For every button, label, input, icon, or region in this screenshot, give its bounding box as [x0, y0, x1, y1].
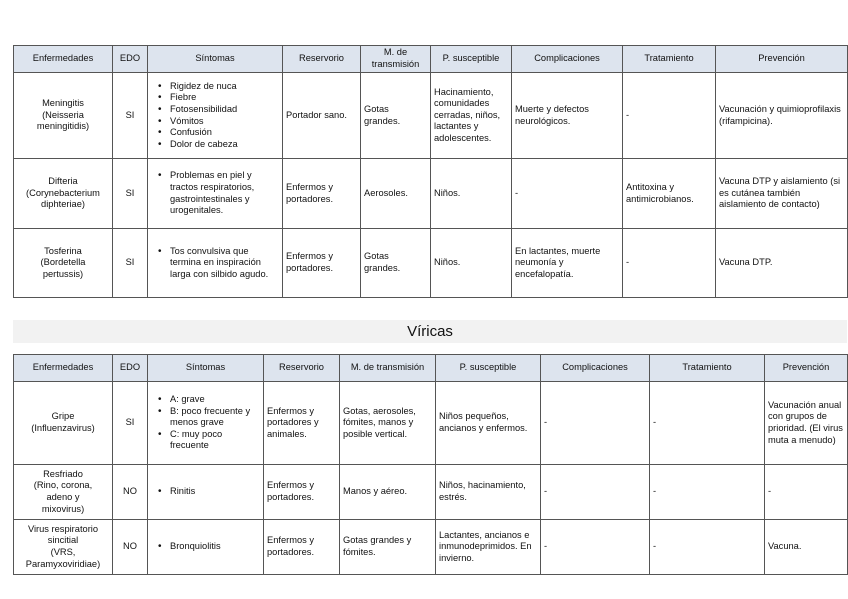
transmission-cell: Gotas, aerosoles, fómites, manos y posible vertical.: [340, 382, 436, 465]
table-row: [14, 159, 848, 229]
list-item: • Rigidez de nuca: [170, 81, 279, 93]
table-header-row: [14, 355, 848, 382]
list-item: • Tos convulsiva que termina en inspiración larga con silbido agudo.: [170, 246, 279, 281]
reservoir-cell: Enfermos y portadores.: [283, 229, 361, 298]
edo-cell: NO: [113, 465, 148, 520]
treatment-cell: -: [650, 382, 765, 465]
list-item: • A: grave: [170, 394, 260, 406]
col-header-enfermedades: Enfermedades: [14, 355, 113, 382]
symptoms-cell: [148, 520, 264, 575]
prevention-cell: Vacuna DTP.: [716, 229, 848, 298]
symptoms-cell: [148, 465, 264, 520]
susceptible-cell: Niños, hacinamiento, estrés.: [436, 465, 541, 520]
disease-cell: Resfriado (Rino, corona, adeno y mixovirus): [14, 465, 113, 520]
reservoir-cell: Enfermos y portadores.: [283, 159, 361, 229]
col-header-edo: EDO: [113, 46, 148, 73]
list-item: • B: poco frecuente y menos grave: [170, 406, 260, 429]
symptoms-cell: [148, 73, 283, 159]
disease-cell: Virus respiratorio sincitial (VRS, Paramyxoviridiae): [14, 520, 113, 575]
prevention-cell: Vacunación anual con grupos de prioridad. (El virus muta a menudo): [765, 382, 848, 465]
transmission-cell: Aerosoles.: [361, 159, 431, 229]
transmission-cell: Gotas grandes.: [361, 229, 431, 298]
col-header-susceptible: P. susceptible: [436, 355, 541, 382]
edo-cell: SI: [113, 382, 148, 465]
prevention-cell: Vacunación y quimioprofilaxis (rifampicina).: [716, 73, 848, 159]
col-header-edo: EDO: [113, 355, 148, 382]
transmission-cell: Gotas grandes.: [361, 73, 431, 159]
symptoms-cell: [148, 229, 283, 298]
col-header-tratamiento: Tratamiento: [650, 355, 765, 382]
treatment-cell: -: [650, 520, 765, 575]
col-header-complicaciones: Complicaciones: [541, 355, 650, 382]
treatment-cell: -: [650, 465, 765, 520]
susceptible-cell: Niños pequeños, ancianos y enfermos.: [436, 382, 541, 465]
treatment-cell: -: [623, 229, 716, 298]
disease-cell: Difteria (Corynebacterium diphteriae): [14, 159, 113, 229]
table-header-row: [14, 46, 848, 73]
bacterial-diseases-table: [13, 45, 848, 298]
disease-cell: Tosferina (Bordetella pertussis): [14, 229, 113, 298]
col-header-prevencion: Prevención: [765, 355, 848, 382]
complications-cell: -: [541, 465, 650, 520]
col-header-susceptible: P. susceptible: [431, 46, 512, 73]
list-item: • Problemas en piel y tractos respiratorios, gastrointestinales y urogenitales.: [170, 170, 279, 216]
susceptible-cell: Lactantes, ancianos e inmunodeprimidos. En invierno.: [436, 520, 541, 575]
col-header-transmision: M. de transmisión: [361, 46, 431, 73]
prevention-cell: Vacuna.: [765, 520, 848, 575]
reservoir-cell: Portador sano.: [283, 73, 361, 159]
table-row: [14, 229, 848, 298]
section-title-viricas: Víricas: [13, 320, 847, 343]
viral-diseases-table: [13, 354, 848, 575]
list-item: • Fiebre: [170, 92, 279, 104]
complications-cell: -: [512, 159, 623, 229]
complications-cell: -: [541, 382, 650, 465]
reservoir-cell: Enfermos y portadores.: [264, 520, 340, 575]
symptoms-cell: [148, 159, 283, 229]
reservoir-cell: Enfermos y portadores y animales.: [264, 382, 340, 465]
complications-cell: -: [541, 520, 650, 575]
table-row: [14, 73, 848, 159]
list-item: • Confusión: [170, 127, 279, 139]
reservoir-cell: Enfermos y portadores.: [264, 465, 340, 520]
table-row: [14, 465, 848, 520]
col-header-prevencion: Prevención: [716, 46, 848, 73]
col-header-complicaciones: Complicaciones: [512, 46, 623, 73]
symptoms-cell: [148, 382, 264, 465]
list-item: • Dolor de cabeza: [170, 139, 279, 151]
list-item: • C: muy poco frecuente: [170, 429, 260, 452]
col-header-reservorio: Reservorio: [283, 46, 361, 73]
prevention-cell: -: [765, 465, 848, 520]
list-item: • Vómitos: [170, 116, 279, 128]
transmission-cell: Gotas grandes y fómites.: [340, 520, 436, 575]
list-item: • Bronquiolitis: [170, 541, 260, 553]
complications-cell: Muerte y defectos neurológicos.: [512, 73, 623, 159]
edo-cell: NO: [113, 520, 148, 575]
col-header-sintomas: Síntomas: [148, 46, 283, 73]
col-header-tratamiento: Tratamiento: [623, 46, 716, 73]
disease-cell: Meningitis (Neisseria meningitidis): [14, 73, 113, 159]
table-row: [14, 520, 848, 575]
edo-cell: SI: [113, 159, 148, 229]
edo-cell: SI: [113, 229, 148, 298]
prevention-cell: Vacuna DTP y aislamiento (si es cutánea también aislamiento de contacto): [716, 159, 848, 229]
col-header-enfermedades: Enfermedades: [14, 46, 113, 73]
col-header-sintomas: Síntomas: [148, 355, 264, 382]
treatment-cell: Antitoxina y antimicrobianos.: [623, 159, 716, 229]
susceptible-cell: Niños.: [431, 229, 512, 298]
col-header-reservorio: Reservorio: [264, 355, 340, 382]
susceptible-cell: Hacinamiento, comunidades cerradas, niños, lactantes y adolescentes.: [431, 73, 512, 159]
transmission-cell: Manos y aéreo.: [340, 465, 436, 520]
col-header-transmision: M. de transmisión: [340, 355, 436, 382]
susceptible-cell: Niños.: [431, 159, 512, 229]
treatment-cell: -: [623, 73, 716, 159]
list-item: • Fotosensibilidad: [170, 104, 279, 116]
edo-cell: SI: [113, 73, 148, 159]
complications-cell: En lactantes, muerte neumonía y encefalopatía.: [512, 229, 623, 298]
disease-cell: Gripe (Influenzavirus): [14, 382, 113, 465]
list-item: • Rinitis: [170, 486, 260, 498]
table-row: [14, 382, 848, 465]
